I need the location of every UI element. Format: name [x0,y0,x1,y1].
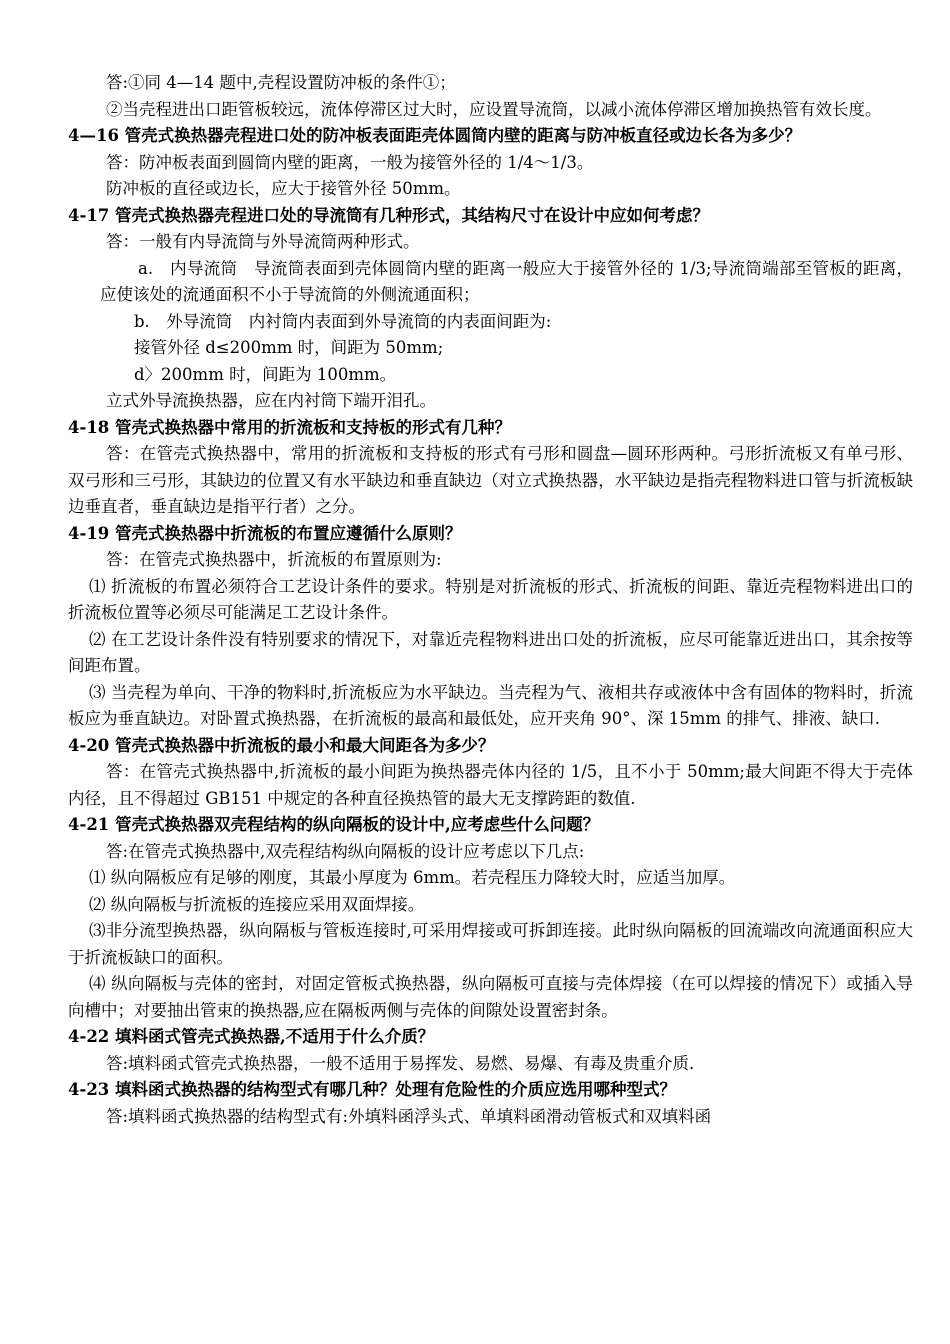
answer-paragraph: 答:①同 4—14 题中,壳程设置防冲板的条件①； [106,73,456,92]
answer-list-item: ⑵ 在工艺设计条件没有特别要求的情况下，对靠近壳程物料进出口处的折流板，应尽可能靠近进出口，其余按等间距布置。 [68,629,913,675]
question-heading: 4-18 管壳式换热器中常用的折流板和支持板的形式有几种？ [68,417,512,437]
answer-list-item: ⑴ 折流板的布置必须符合工艺设计条件的要求。特别是对折流板的形式、折流板的间距、靠近壳程物料进出口的折流板位置等必须尽可能满足工艺设计条件。 [68,576,913,622]
answer-paragraph: 立式外导流换热器，应在内衬筒下端开泪孔。 [106,391,436,410]
answer-list-item: ⑴ 纵向隔板应有足够的刚度，其最小厚度为 6mm。若壳程压力降较大时，应适当加厚。 [89,868,736,887]
answer-paragraph: 答：一般有内导流筒与外导流筒两种形式。 [106,232,420,251]
answer-paragraph: 答:填料函式管壳式换热器，一般不适用于易挥发、易燃、易爆、有毒及贵重介质. [106,1053,695,1073]
question-heading: 4—16 管壳式换热器壳程进口处的防冲板表面距壳体圆筒内壁的距离与防冲板直径或边长各为多少？ [68,126,802,145]
question-heading: 4-21 管壳式换热器双壳程结构的纵向隔板的设计中,应考虑些什么问题？ [68,815,600,834]
answer-subitem: a. 内导流筒 导流筒表面到壳体圆筒内壁的距离一般应大于接管外径的 1/3;导流筒端部至管板的距离，应使该处的流通面积不小于导流筒的外侧流通面积； [100,258,913,304]
answer-paragraph: 答：防冲板表面到圆筒内壁的距离，一般为接管外径的 1/4～1/3。 [106,152,594,172]
answer-subitem: b. 外导流筒 内衬筒内表面到外导流筒的内表面间距为: [134,311,552,331]
answer-subitem: d〉200mm 时，间距为 100mm。 [134,364,397,384]
question-heading: 4-22 填料函式管壳式换热器,不适用于什么介质？ [68,1027,435,1046]
answer-list-item: ⑷ 纵向隔板与壳体的密封，对固定管板式换热器，纵向隔板可直接与壳体焊接（在可以焊接的情况下）或插入导向槽中；对要抽出管束的换热器,应在隔板两侧与壳体的间隙处设置密封条。 [68,974,913,1020]
answer-list-item: ⑶ 当壳程为单向、干净的物料时,折流板应为水平缺边。当壳程为气、液相共存或液体中含有固体的物料时，折流板应为垂直缺边。对卧置式换热器，在折流板的最高和最低处，应开夹角 90°、深 15mm 的排气、排液、缺口. [68,682,913,728]
question-heading: 4-19 管壳式换热器中折流板的布置应遵循什么原则？ [68,523,462,543]
question-heading: 4-20 管壳式换热器中折流板的最小和最大间距各为多少？ [68,735,495,755]
answer-paragraph: 答:在管壳式换热器中,双壳程结构纵向隔板的设计应考虑以下几点: [106,841,585,861]
question-heading: 4-23 填料函式换热器的结构型式有哪几种？处理有危险性的介质应选用哪种型式？ [68,1080,677,1099]
answer-paragraph: 防冲板的直径或边长，应大于接管外径 50mm。 [106,179,461,198]
answer-subitem: 接管外径 d≤200mm 时，间距为 50mm; [134,338,444,357]
answer-list-item: ⑵ 纵向隔板与折流板的连接应采用双面焊接。 [89,894,425,914]
answer-paragraph: 答：在管壳式换热器中,折流板的最小间距为换热器壳体内径的 1/5，且不小于 50mm;最大间距不得大于壳体内径，且不得超过 GB151 中规定的各种直径换热管的最大无支撑跨距的数值. [68,762,913,808]
answer-paragraph: 答：在管壳式换热器中，折流板的布置原则为: [106,550,442,569]
document-body [68,70,913,1130]
question-heading: 4-17 管壳式换热器壳程进口处的导流筒有几种形式，其结构尺寸在设计中应如何考虑？ [68,205,710,225]
answer-paragraph: 答：在管壳式换热器中，常用的折流板和支持板的形式有弓形和圆盘—圆环形两种。弓形折流板又有单弓形、双弓形和三弓形，其缺边的位置又有水平缺边和垂直缺边（对立式换热器，水平缺边是指壳程物料进口管与折流板缺边垂直者，垂直缺边是指平行者）之分。 [68,444,913,516]
answer-paragraph: ②当壳程进出口距管板较远，流体停滞区过大时，应设置导流筒，以减小流体停滞区增加换热管有效长度。 [106,99,882,119]
answer-list-item: ⑶非分流型换热器，纵向隔板与管板连接时,可采用焊接或可拆卸连接。此时纵向隔板的回流端改向流通面积应大于折流板缺口的面积。 [68,921,913,967]
answer-paragraph: 答:填料函式换热器的结构型式有:外填料函浮头式、单填料函滑动管板式和双填料函 [106,1106,712,1126]
